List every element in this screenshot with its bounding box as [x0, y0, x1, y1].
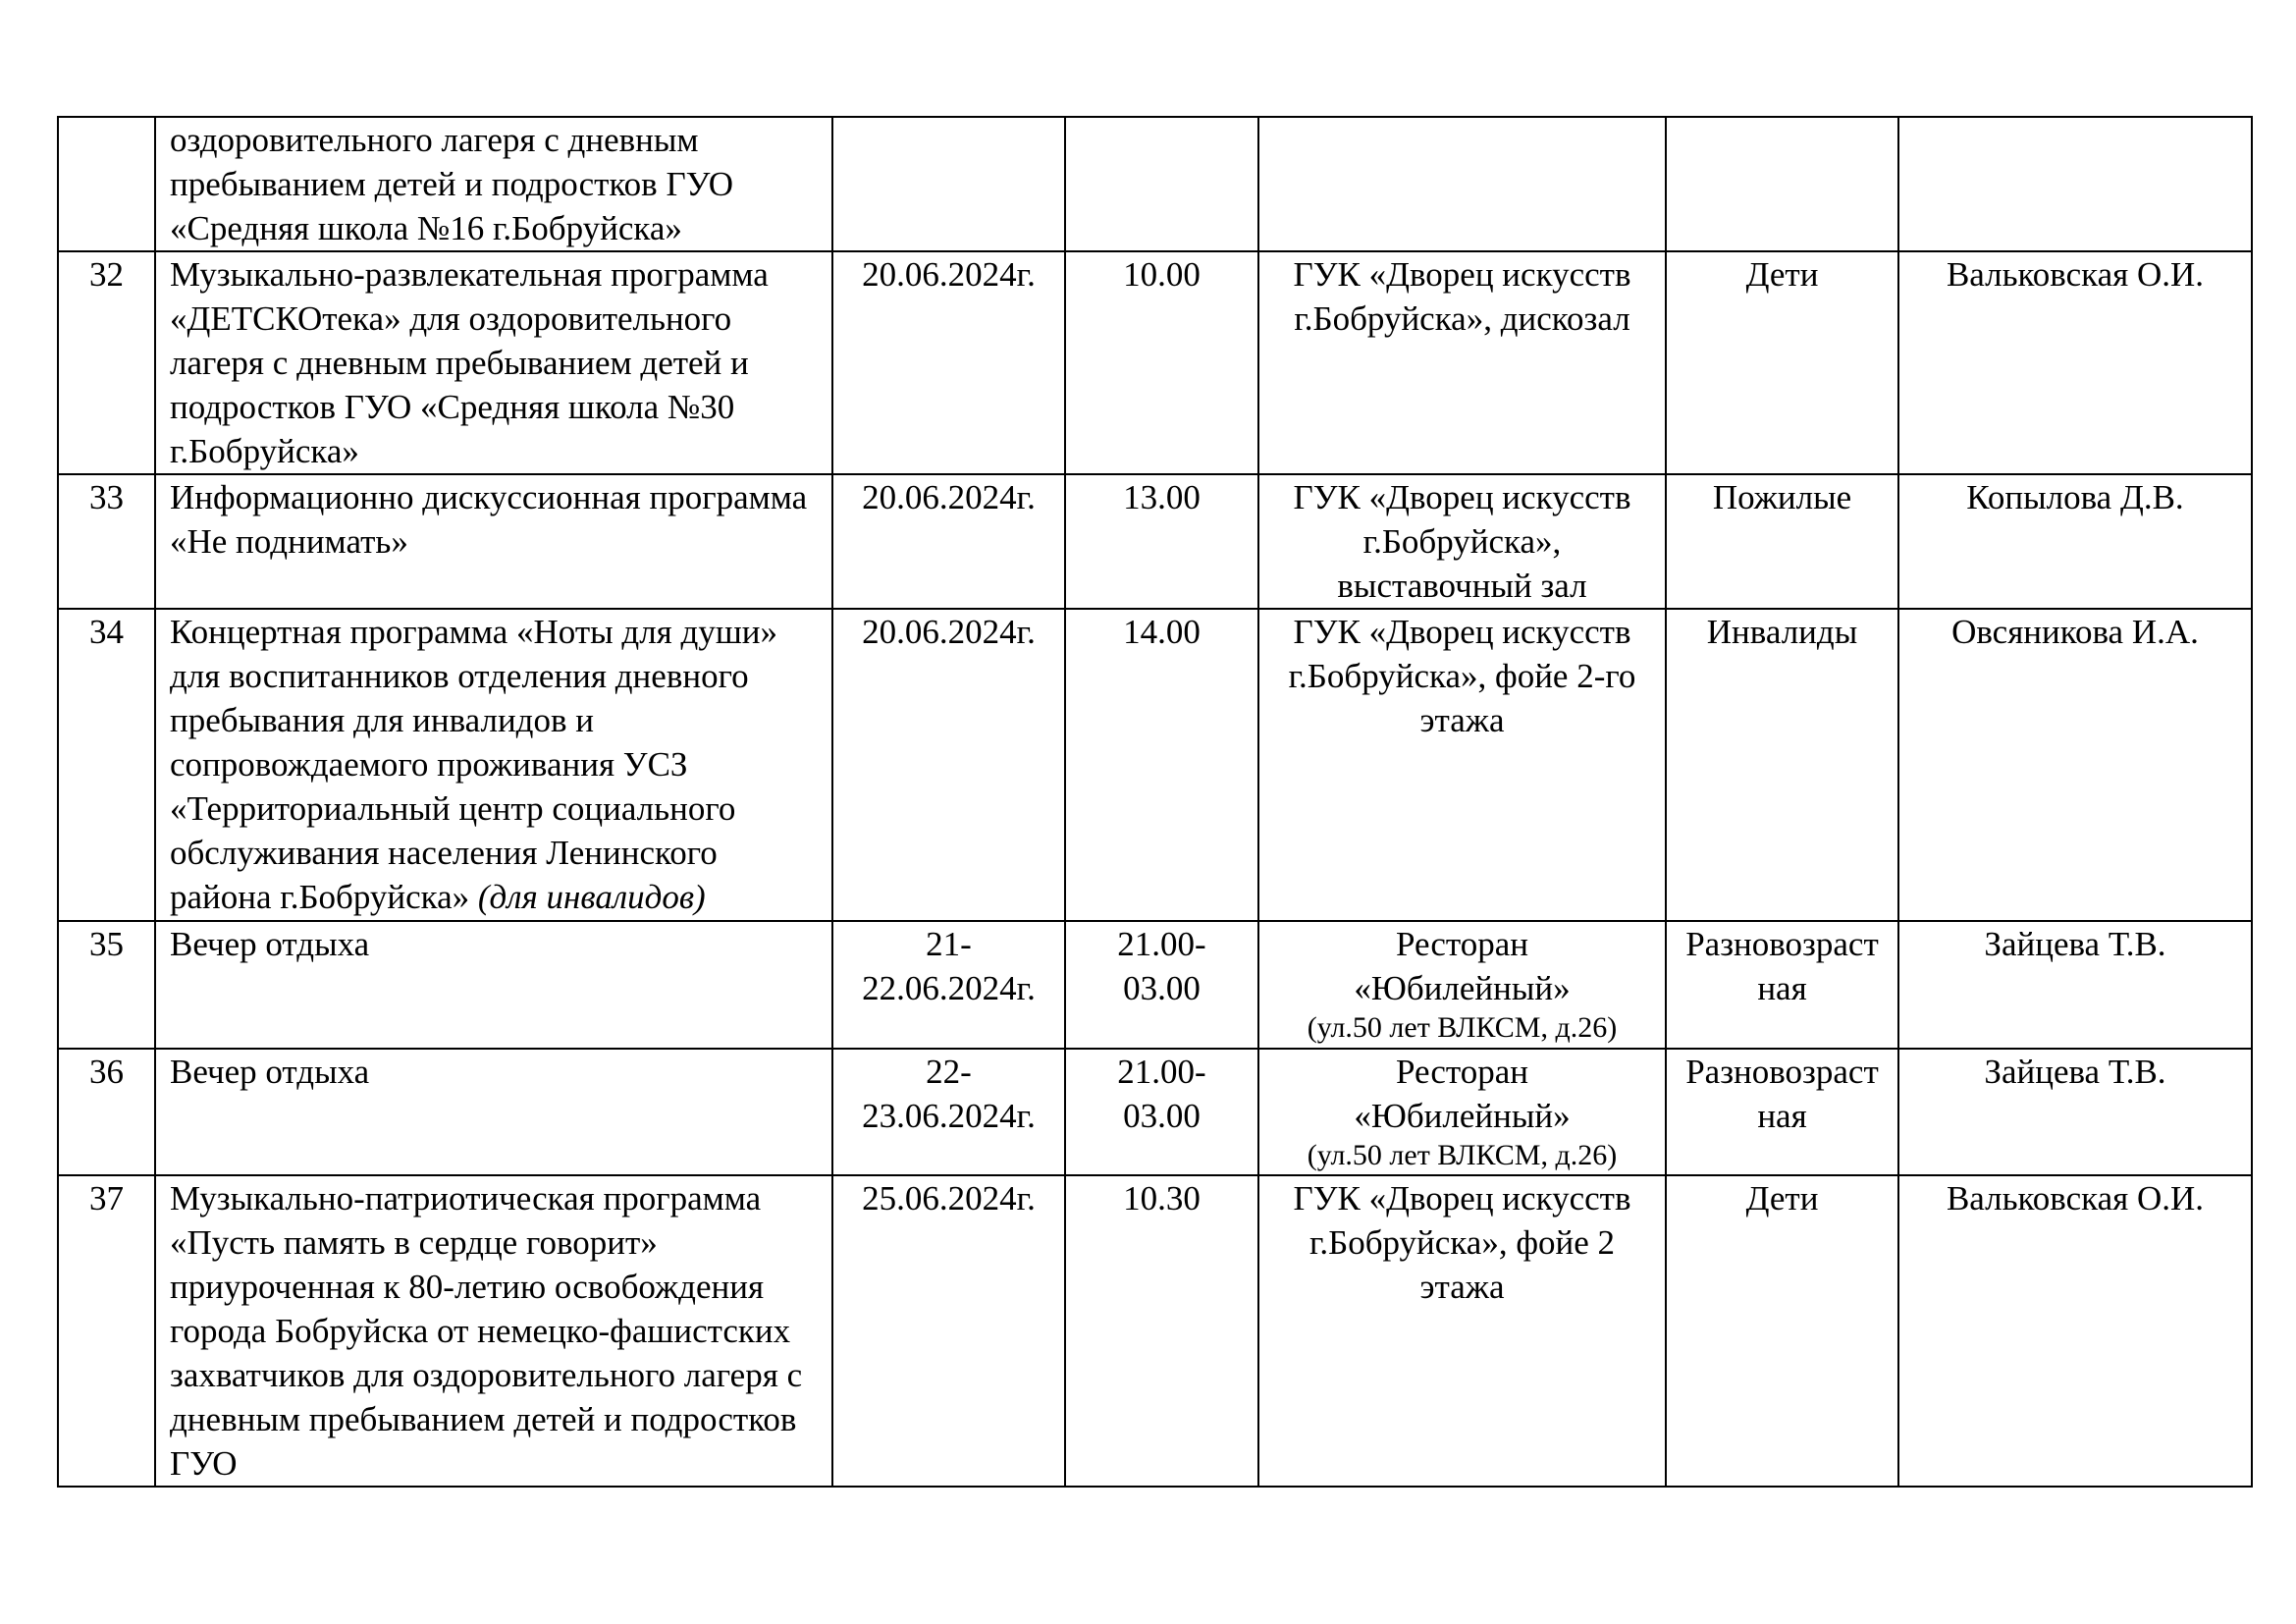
table-row: [58, 474, 2252, 609]
table-row: [58, 251, 2252, 474]
event-responsible: [1898, 117, 2252, 251]
event-date-start: 22-: [926, 1053, 972, 1091]
event-responsible: Копылова Д.В.: [1898, 474, 2252, 609]
event-audience: [1666, 117, 1898, 251]
event-time-start: 21.00-: [1117, 925, 1206, 963]
event-time-end: 03.00: [1123, 1097, 1201, 1135]
table-row: [58, 1049, 2252, 1175]
event-title: Музыкально-развлекательная программа «ДЕТСКОтека» для оздоровительного лагеря с дневным пребыванием детей и подростков ГУО «Средняя школа №30 г.Бобруйска»: [155, 251, 832, 474]
event-title: Вечер отдыха: [155, 921, 832, 1049]
row-number: 32: [58, 251, 155, 474]
event-date-end: 23.06.2024г.: [862, 1097, 1036, 1135]
event-date-start: 21-: [926, 925, 972, 963]
event-place: [1258, 1049, 1666, 1175]
event-date-end: 22.06.2024г.: [862, 969, 1036, 1007]
event-audience: Пожилые: [1666, 474, 1898, 609]
event-place: ГУК «Дворец искусств г.Бобруйска», дискозал: [1258, 251, 1666, 474]
event-time: 10.00: [1065, 251, 1258, 474]
event-time-end: 03.00: [1123, 969, 1201, 1007]
audience-line-2: ная: [1757, 969, 1807, 1007]
audience-line-1: Разновозраст: [1685, 1053, 1879, 1091]
event-title: оздоровительного лагеря с дневным пребыванием детей и подростков ГУО «Средняя школа №16 г.Бобруйска»: [155, 117, 832, 251]
row-number: 36: [58, 1049, 155, 1175]
event-place: ГУК «Дворец искусств г.Бобруйска», выставочный зал: [1258, 474, 1666, 609]
place-name-1: Ресторан: [1395, 925, 1529, 963]
event-time-start: 21.00-: [1117, 1053, 1206, 1091]
event-time: [1065, 921, 1258, 1049]
event-audience: Инвалиды: [1666, 609, 1898, 921]
event-date: 25.06.2024г.: [832, 1175, 1065, 1487]
event-title-note: (для инвалидов): [477, 878, 706, 916]
event-time: 14.00: [1065, 609, 1258, 921]
event-audience: [1666, 1049, 1898, 1175]
event-date: 20.06.2024г.: [832, 474, 1065, 609]
event-responsible: Вальковская О.И.: [1898, 251, 2252, 474]
audience-line-1: Разновозраст: [1685, 925, 1879, 963]
row-number: 33: [58, 474, 155, 609]
place-address: (ул.50 лет ВЛКСМ, д.26): [1307, 1139, 1618, 1171]
event-date: [832, 117, 1065, 251]
event-date: 20.06.2024г.: [832, 251, 1065, 474]
row-number: 35: [58, 921, 155, 1049]
event-place: [1258, 117, 1666, 251]
event-title: Информационно дискуссионная программа «Не поднимать»: [155, 474, 832, 609]
event-responsible: Зайцева Т.В.: [1898, 1049, 2252, 1175]
event-time: 10.30: [1065, 1175, 1258, 1487]
table-row: [58, 609, 2252, 921]
event-time: [1065, 117, 1258, 251]
row-number: 34: [58, 609, 155, 921]
event-responsible: Зайцева Т.В.: [1898, 921, 2252, 1049]
event-title: Музыкально-патриотическая программа «Пусть память в сердце говорит» приуроченная к 80-летию освобождения города Бобруйска от немецко-фашистских захватчиков для оздоровительного лагеря с дневным пребыванием детей и подростков ГУО: [155, 1175, 832, 1487]
events-table: [57, 116, 2253, 1488]
event-time: 13.00: [1065, 474, 1258, 609]
table-row: [58, 1175, 2252, 1487]
event-responsible: Вальковская О.И.: [1898, 1175, 2252, 1487]
event-date: [832, 1049, 1065, 1175]
row-number: 37: [58, 1175, 155, 1487]
event-place: [1258, 921, 1666, 1049]
table-row: [58, 117, 2252, 251]
event-title-cell: [155, 609, 832, 921]
event-time: [1065, 1049, 1258, 1175]
place-name-1: Ресторан: [1395, 1053, 1529, 1091]
row-number: [58, 117, 155, 251]
event-place: ГУК «Дворец искусств г.Бобруйска», фойе 2-го этажа: [1258, 609, 1666, 921]
audience-line-2: ная: [1757, 1097, 1807, 1135]
event-audience: Дети: [1666, 1175, 1898, 1487]
place-name-2: «Юбилейный»: [1354, 1097, 1571, 1135]
event-date: [832, 921, 1065, 1049]
event-audience: [1666, 921, 1898, 1049]
event-title: Вечер отдыха: [155, 1049, 832, 1175]
event-title: Концертная программа «Ноты для души» для воспитанников отделения дневного пребывания для инвалидов и сопровождаемого проживания УСЗ «Территориальный центр социального обслуживания населения Ленинского района г.Бобруйска»: [170, 613, 777, 916]
place-name-2: «Юбилейный»: [1354, 969, 1571, 1007]
event-place: ГУК «Дворец искусств г.Бобруйска», фойе 2 этажа: [1258, 1175, 1666, 1487]
event-responsible: Овсяникова И.А.: [1898, 609, 2252, 921]
place-address: (ул.50 лет ВЛКСМ, д.26): [1307, 1011, 1618, 1044]
event-date: 20.06.2024г.: [832, 609, 1065, 921]
table-row: [58, 921, 2252, 1049]
event-audience: Дети: [1666, 251, 1898, 474]
